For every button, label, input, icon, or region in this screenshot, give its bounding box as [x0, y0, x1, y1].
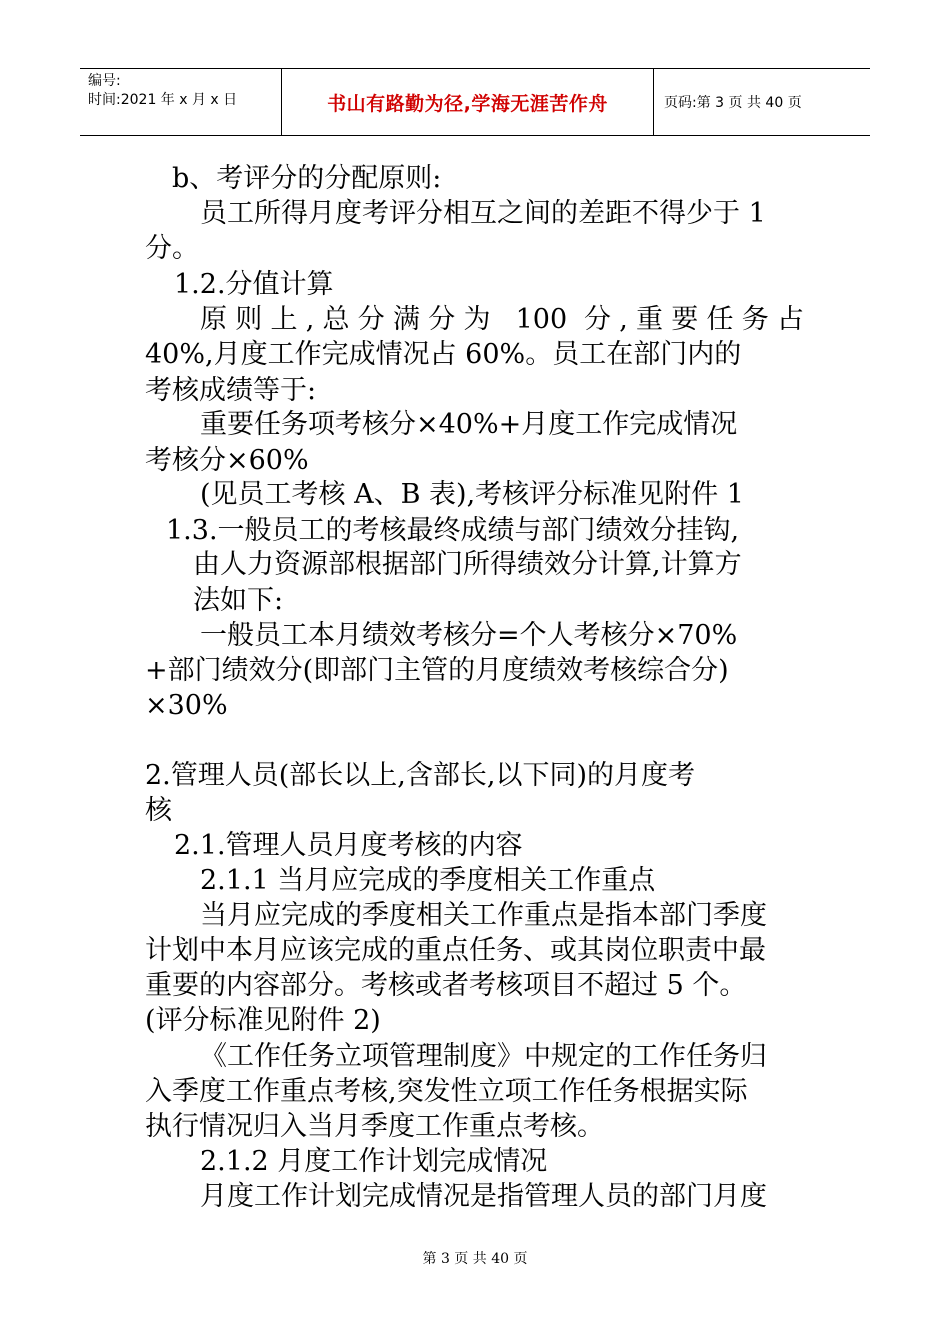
section-heading: 2.1.2 月度工作计划完成情况 [200, 1146, 548, 1177]
body-line: 原则上,总分满分为 100 分,重要任务占 [200, 304, 804, 335]
section-heading: 1.3.一般员工的考核最终成绩与部门绩效分挂钩, [166, 515, 740, 546]
body-line: 入季度工作重点考核,突发性立项工作任务根据实际 [145, 1076, 748, 1107]
body-line: (评分标准见附件 2) [145, 1005, 381, 1036]
body-line: 考核成绩等于: [145, 375, 317, 406]
header-motto: 书山有路勤为径,学海无涯苦作舟 [282, 69, 654, 135]
page-header [80, 68, 870, 136]
body-line: 一般员工本月绩效考核分=个人考核分×70% [200, 620, 738, 651]
header-meta [80, 69, 282, 135]
body-line: 执行情况归入当月季度工作重点考核。 [145, 1111, 604, 1142]
body-line: +部门绩效分(即部门主管的月度绩效考核综合分) [145, 655, 729, 686]
section-heading: 核 [145, 795, 172, 826]
section-heading: 2.1.管理人员月度考核的内容 [174, 830, 523, 861]
section-heading: 2.1.1 当月应完成的季度相关工作重点 [200, 865, 656, 896]
body-line: 重要任务项考核分×40%+月度工作完成情况 [200, 409, 738, 440]
body-line: 员工所得月度考评分相互之间的差距不得少于 1 [200, 198, 766, 229]
body-line: 考核分×60% [145, 445, 309, 476]
body-line: ×30% [145, 690, 228, 721]
section-heading: 2.管理人员(部长以上,含部长,以下同)的月度考 [145, 760, 695, 791]
body-line: 《工作任务立项管理制度》中规定的工作任务归 [200, 1041, 767, 1072]
header-page-info: 页码:第 3 页 共 40 页 [664, 95, 802, 111]
section-heading: 1.2.分值计算 [174, 269, 334, 300]
body-line: 分。 [145, 233, 199, 264]
page-footer: 第 3 页 共 40 页 [422, 1251, 528, 1267]
document-number-label: 编号: [88, 73, 121, 89]
body-line: 40%,月度工作完成情况占 60%。员工在部门内的 [145, 339, 742, 370]
body-line: 重要的内容部分。考核或者考核项目不超过 5 个。 [145, 970, 747, 1001]
body-line: 月度工作计划完成情况是指管理人员的部门月度 [200, 1181, 767, 1212]
body-line: (见员工考核 A、B 表),考核评分标准见附件 1 [200, 479, 744, 510]
body-line: 法如下: [193, 585, 284, 616]
body-line: 当月应完成的季度相关工作重点是指本部门季度 [200, 900, 767, 931]
body-line: 计划中本月应该完成的重点任务、或其岗位职责中最 [145, 935, 766, 966]
body-line: 由人力资源部根据部门所得绩效分计算,计算方 [193, 549, 742, 580]
document-date-label: 时间:2021 年 x 月 x 日 [88, 92, 238, 108]
body-line: b、考评分的分配原则: [172, 163, 442, 194]
